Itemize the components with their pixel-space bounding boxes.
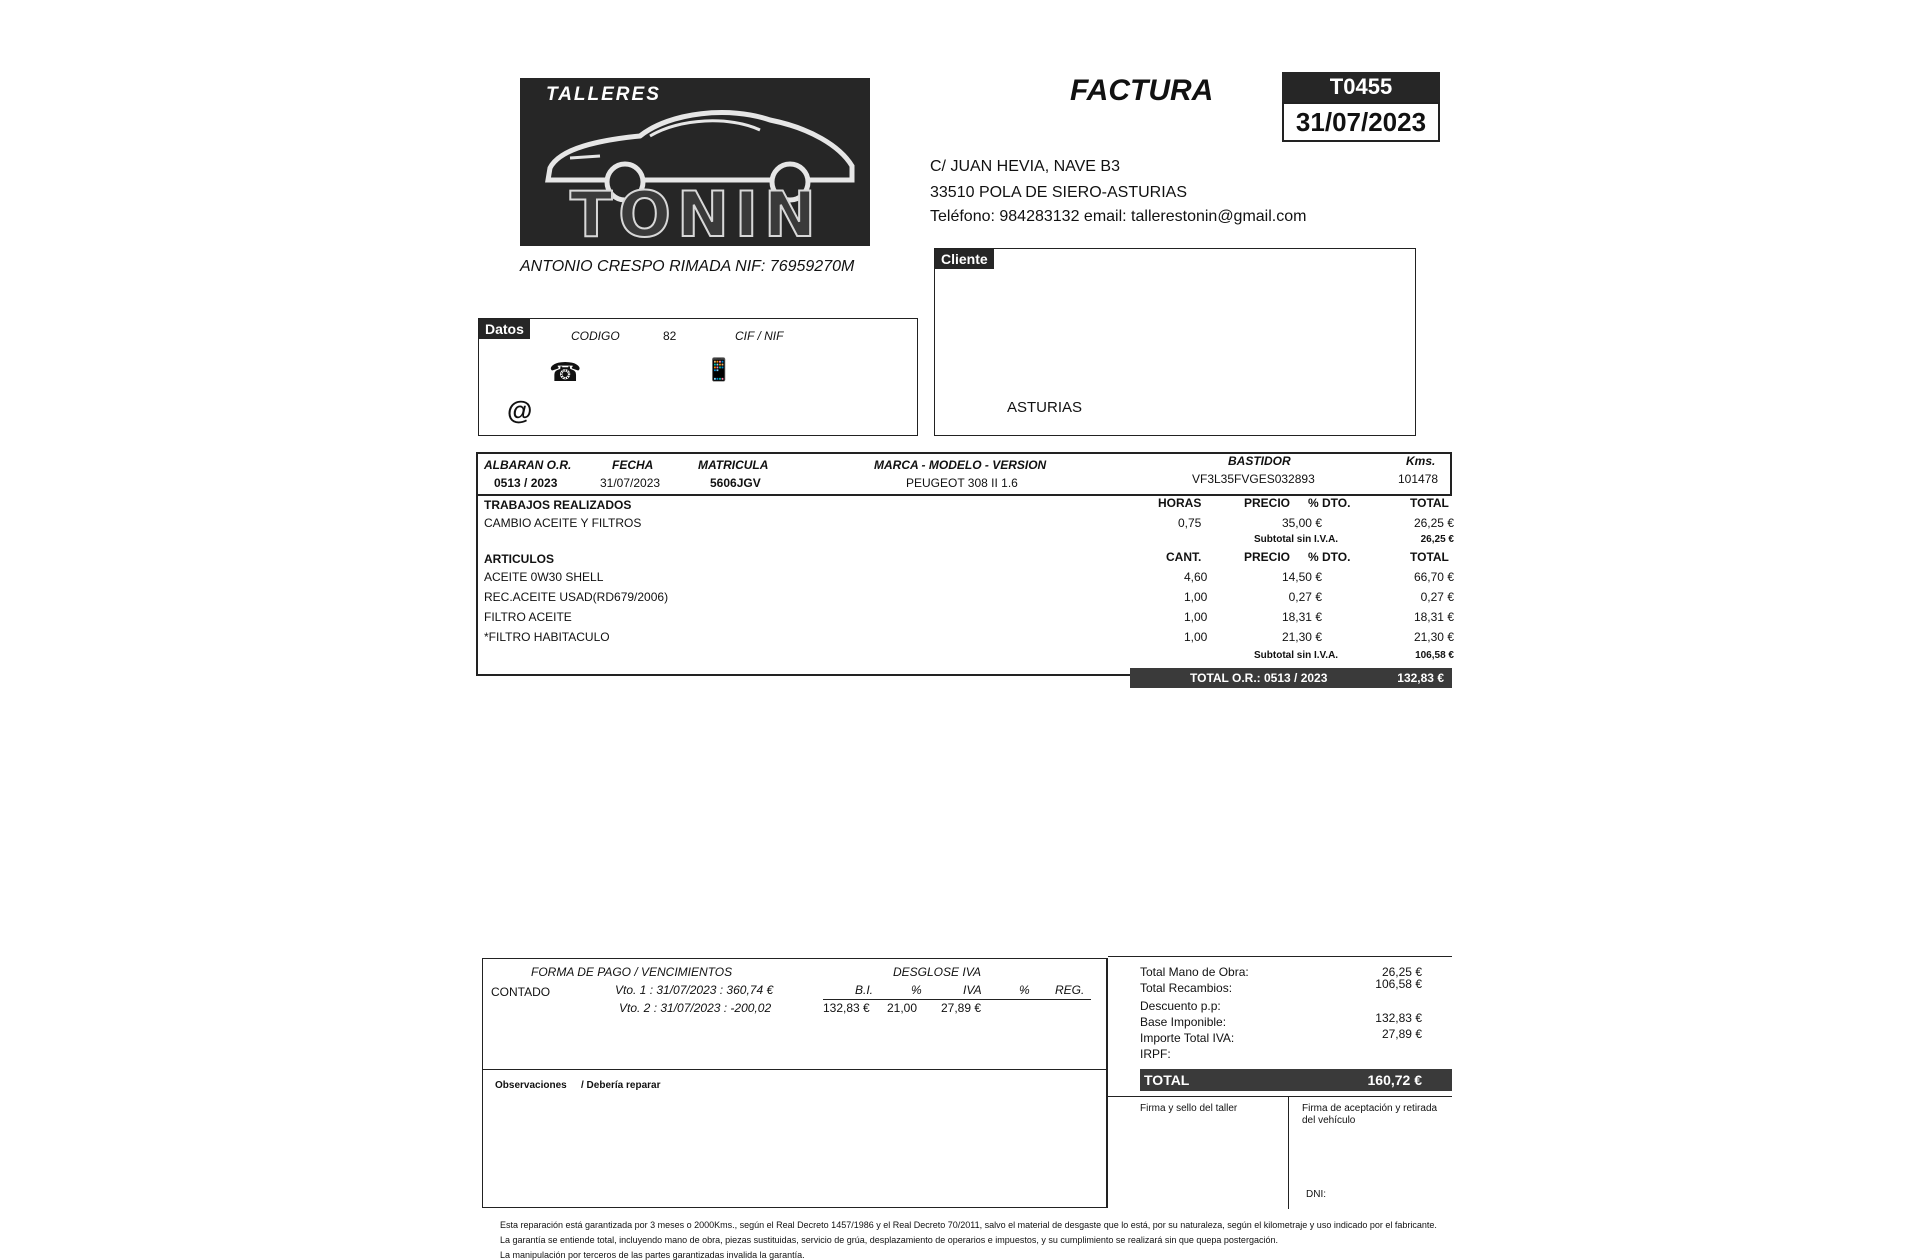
cif-label: CIF / NIF [735, 329, 784, 343]
iva-divider [823, 999, 1091, 1000]
row-qty: 1,00 [1184, 630, 1208, 644]
total-or-value: 132,83 € [1397, 671, 1444, 685]
mobile-phone-icon: 📱 [705, 357, 733, 382]
row-price: 0,27 € [1288, 590, 1322, 604]
at-sign-icon: @ [507, 395, 533, 425]
row-price: 18,31 € [1281, 610, 1322, 624]
total-label: TOTAL [1144, 1072, 1190, 1088]
articulos-subtotal-label: Subtotal sin I.V.A. [1254, 650, 1339, 661]
trabajos-subtotal-value: 26,25 € [1420, 534, 1454, 545]
iva-col-pct2: % [1019, 983, 1030, 997]
row-qty: 4,60 [1184, 570, 1208, 584]
albaran-value: 0513 / 2023 [494, 476, 558, 490]
matricula-label: MATRICULA [698, 458, 769, 472]
bastidor-label: BASTIDOR [1228, 454, 1291, 468]
address-line-2: 33510 POLA DE SIERO-ASTURIAS [930, 184, 1187, 201]
summary-label: IRPF: [1140, 1047, 1171, 1061]
table-row [478, 516, 1454, 534]
row-total: 26,25 € [1413, 516, 1454, 530]
trabajos-col-dto: % DTO. [1308, 496, 1351, 510]
articulos-col-cant: CANT. [1166, 550, 1202, 564]
trabajos-title: TRABAJOS REALIZADOS [484, 498, 632, 512]
trabajos-col-precio: PRECIO [1244, 496, 1291, 510]
summary-label: Total Recambios: [1140, 981, 1233, 995]
trabajos-col-horas: HORAS [1158, 496, 1202, 510]
row-qty: 0,75 [1178, 516, 1202, 530]
articulos-subtotal-value: 106,58 € [1415, 650, 1454, 661]
total-value: 160,72 € [1367, 1072, 1422, 1088]
row-desc: *FILTRO HABITACULO [484, 630, 610, 644]
owner-line: ANTONIO CRESPO RIMADA NIF: 76959270M [520, 258, 855, 275]
footer-notes [500, 1218, 1450, 1260]
row-desc: FILTRO ACEITE [484, 610, 572, 624]
footer-note: La garantía se entiende total, incluyendo mano de obra, piezas sustituidas, servicio de grúa, desplazamiento de operarios e impuestos, y su cumplimiento se realizará sin que quepa postergación. [500, 1235, 1278, 1245]
bottom-section [482, 956, 1452, 1212]
payment-iva-box [482, 958, 1108, 1070]
document-title: FACTURA [1070, 74, 1214, 107]
signature-taller-label: Firma y sello del taller [1140, 1103, 1238, 1114]
iva-pct-value: 21,00 [887, 1001, 918, 1015]
phone-icon: ☎ [549, 357, 582, 387]
matricula-value: 5606JGV [710, 476, 761, 490]
invoice-number: T0455 [1282, 72, 1440, 102]
cliente-label: Cliente [935, 249, 994, 269]
trabajos-col-total: TOTAL [1410, 496, 1449, 510]
logo-brand-name: TONIN [570, 178, 822, 246]
mmv-label: MARCA - MODELO - VERSION [874, 458, 1047, 472]
cliente-region: ASTURIAS [1007, 399, 1083, 416]
trabajos-subtotal-label: Subtotal sin I.V.A. [1254, 534, 1339, 545]
bastidor-value: VF3L35FVGES032893 [1192, 472, 1315, 486]
summary-value: 27,89 € [1381, 1027, 1422, 1041]
observaciones-label: Observaciones [495, 1080, 567, 1091]
row-desc: CAMBIO ACEITE Y FILTROS [484, 516, 642, 530]
fecha-label: FECHA [612, 458, 654, 472]
address-line-3: Teléfono: 984283132 email: tallerestonin@gmail.com [930, 208, 1307, 225]
summary-row [1140, 977, 1440, 995]
summary-value: 106,58 € [1375, 977, 1422, 991]
total-bar [1140, 1069, 1452, 1091]
signature-divider [1288, 1097, 1289, 1209]
cliente-box [934, 248, 1416, 436]
total-or-bar [1130, 668, 1452, 688]
company-logo [520, 78, 870, 246]
datos-box [478, 318, 918, 436]
iva-title: DESGLOSE IVA [893, 965, 982, 979]
signature-acceptance-label: Firma de aceptación y retirada del vehículo [1302, 1103, 1438, 1126]
articulos-col-dto: % DTO. [1308, 550, 1351, 564]
row-price: 35,00 € [1281, 516, 1322, 530]
row-price: 14,50 € [1281, 570, 1322, 584]
footer-note: Esta reparación está garantizada por 3 meses o 2000Kms., según el Real Decreto 1457/1986 y el Real Decreto 70/2011, salvo el material de desgaste que lo está, por su naturaleza, según el kilometraje y uso indicado por el fabricante. [500, 1220, 1437, 1230]
table-row [478, 590, 1454, 608]
payment-vto-2: Vto. 2 : 31/07/2023 : -200,02 [619, 1001, 772, 1015]
payment-title: FORMA DE PAGO / VENCIMIENTOS [531, 965, 733, 979]
table-row [478, 610, 1454, 628]
summary-value: 26,25 € [1381, 965, 1422, 979]
iva-bi-value: 132,83 € [823, 1001, 870, 1015]
articulos-col-total: TOTAL [1410, 550, 1449, 564]
iva-col-pct: % [911, 983, 922, 997]
summary-label: Descuento p.p: [1140, 999, 1221, 1013]
row-desc: ACEITE 0W30 SHELL [484, 570, 604, 584]
line-items [476, 496, 1452, 676]
signature-dni-label: DNI: [1306, 1189, 1326, 1200]
row-total: 18,31 € [1413, 610, 1454, 624]
logo-brand-top: TALLERES [546, 84, 661, 105]
mmv-value: PEUGEOT 308 II 1.6 [906, 476, 1018, 490]
albaran-label: ALBARAN O.R. [484, 458, 572, 472]
codigo-label: CODIGO [571, 329, 620, 343]
total-or-label: TOTAL O.R.: 0513 / 2023 [1190, 671, 1328, 685]
summary-value: 132,83 € [1375, 1011, 1422, 1025]
summary-row [1140, 1027, 1440, 1045]
table-row [478, 570, 1454, 588]
table-row [478, 630, 1454, 648]
datos-label: Datos [479, 319, 530, 339]
summary-row [1140, 1047, 1440, 1061]
iva-col-reg: REG. [1055, 983, 1085, 997]
signatures-box [1108, 1096, 1452, 1208]
iva-col-iva: IVA [963, 983, 982, 997]
iva-col-bi: B.I. [855, 983, 874, 997]
observaciones-box [482, 1070, 1108, 1208]
codigo-value: 82 [663, 329, 677, 343]
row-desc: REC.ACEITE USAD(RD679/2006) [484, 590, 669, 604]
row-total: 0,27 € [1420, 590, 1454, 604]
payment-vto-1: Vto. 1 : 31/07/2023 : 360,74 € [615, 983, 774, 997]
fecha-value: 31/07/2023 [600, 476, 661, 490]
row-total: 66,70 € [1413, 570, 1454, 584]
summary-label: Base Imponible: [1140, 1015, 1227, 1029]
summary-box [1108, 956, 1452, 1096]
vehicle-header [476, 452, 1452, 496]
kms-value: 101478 [1398, 472, 1439, 486]
row-qty: 1,00 [1184, 590, 1208, 604]
invoice-date: 31/07/2023 [1282, 102, 1440, 142]
summary-label: Total Mano de Obra: [1140, 965, 1249, 979]
row-price: 21,30 € [1281, 630, 1322, 644]
payment-method: CONTADO [491, 985, 551, 999]
address-line-1: C/ JUAN HEVIA, NAVE B3 [930, 158, 1120, 175]
observaciones-text: / Debería reparar [581, 1080, 661, 1091]
footer-note: La manipulación por terceros de las partes garantizadas invalida la garantía. [500, 1250, 805, 1260]
row-total: 21,30 € [1413, 630, 1454, 644]
iva-iva-value: 27,89 € [941, 1001, 982, 1015]
kms-label: Kms. [1406, 454, 1436, 468]
articulos-title: ARTICULOS [484, 552, 554, 566]
summary-label: Importe Total IVA: [1140, 1031, 1235, 1045]
row-qty: 1,00 [1184, 610, 1208, 624]
articulos-col-precio: PRECIO [1244, 550, 1291, 564]
